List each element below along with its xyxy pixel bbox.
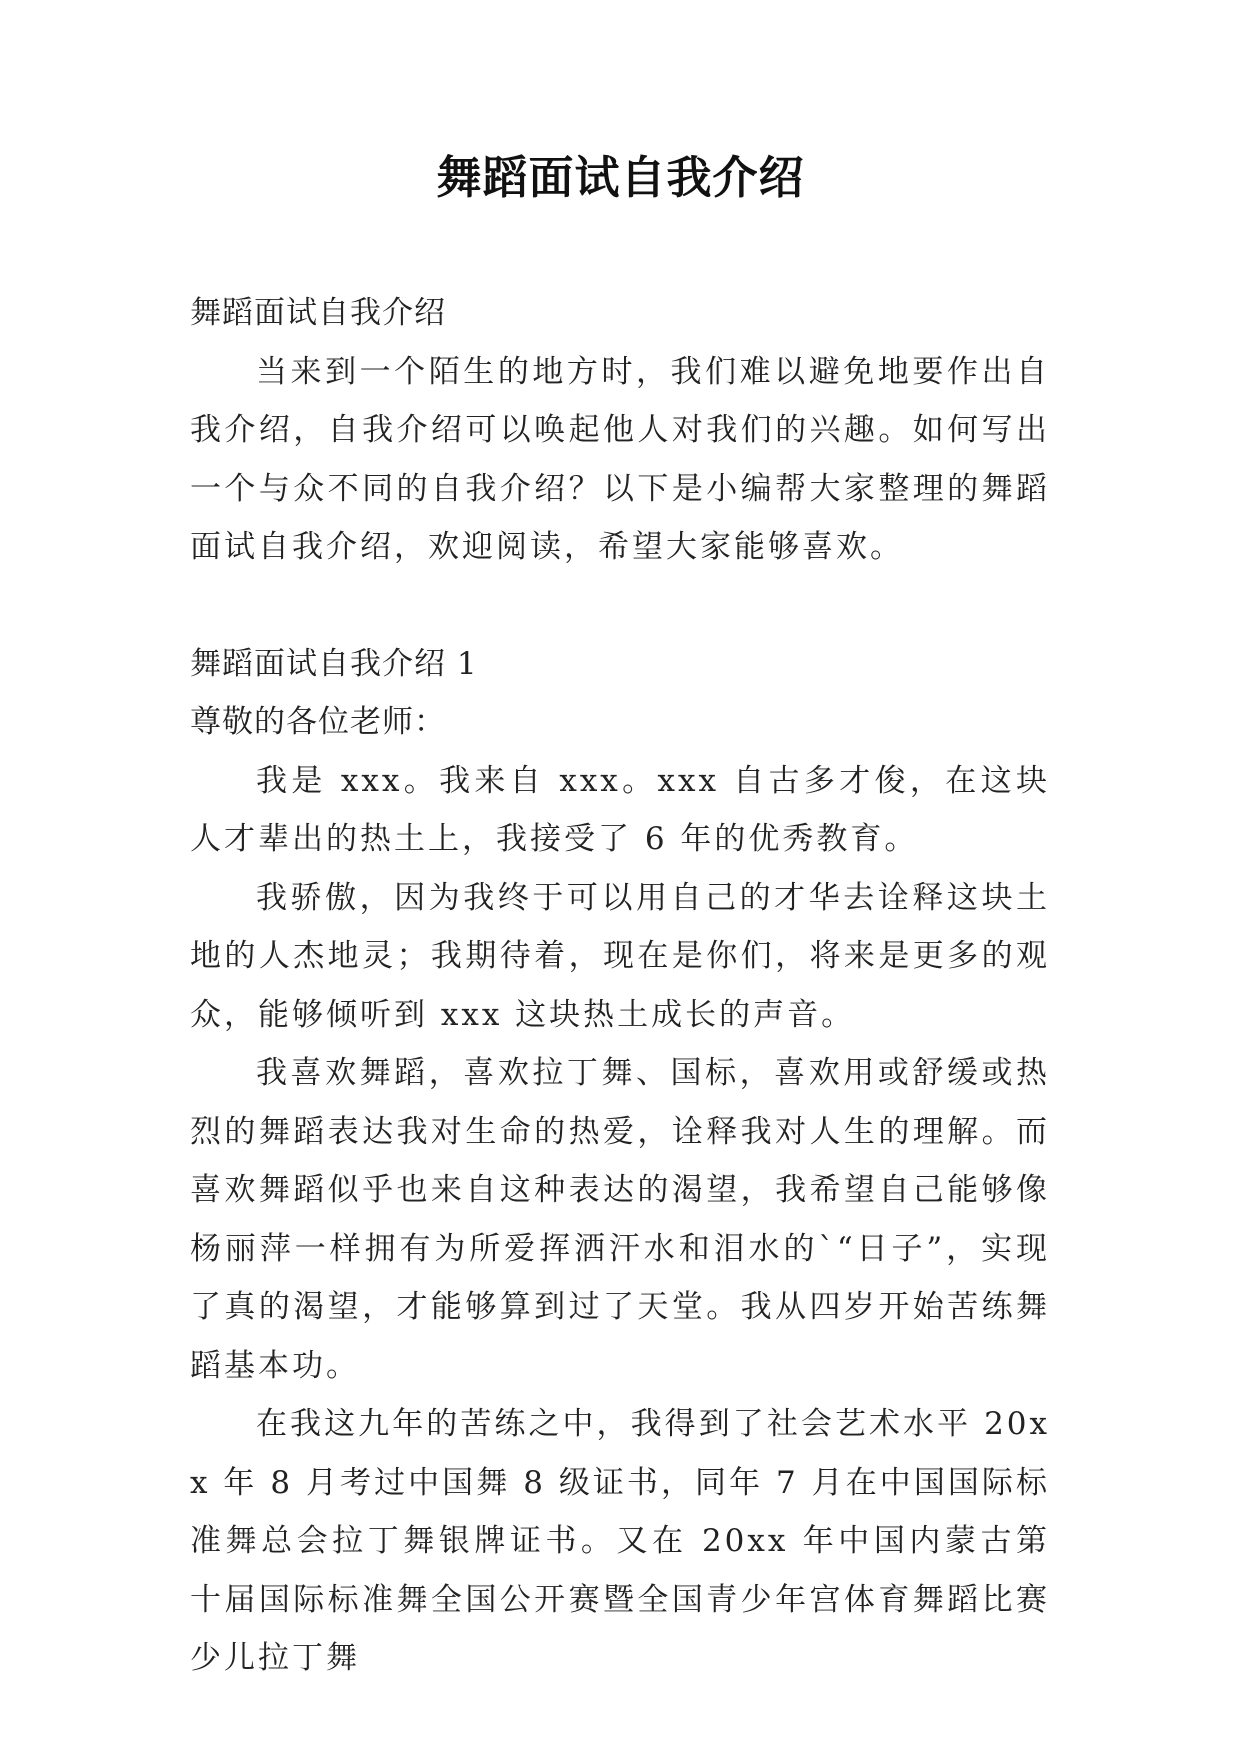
intro-heading: 舞蹈面试自我介绍 xyxy=(190,295,446,331)
salutation: 尊敬的各位老师： xyxy=(190,704,446,740)
document-title: 舞蹈面试自我介绍 xyxy=(436,151,805,204)
document-body xyxy=(190,284,1050,1688)
body-paragraph-3: 我喜欢舞蹈，喜欢拉丁舞、国标，喜欢用或舒缓或热烈的舞蹈表达我对生命的热爱，诠释我对人生的理解。而喜欢舞蹈似乎也来自这种表达的渴望，我希望自己能够像杨丽萍一样拥有为所爱挥洒汗水和泪水的`“日子”，实现了真的渴望，才能够算到过了天堂。我从四岁开始苦练舞蹈基本功。 xyxy=(190,1055,1050,1384)
body-paragraph-1: 我是 xxx。我来自 xxx。xxx 自古多才俊，在这块人才辈出的热土上，我接受了 6 年的优秀教育。 xyxy=(190,762,1050,857)
body-paragraph-4: 在我这九年的苦练之中，我得到了社会艺术水平 20xx 年 8 月考过中国舞 8 级证书，同年 7 月在中国国际标准舞总会拉丁舞银牌证书。又在 20xx 年中国内蒙古第十届国际标准舞全国公开赛暨全国青少年宫体育舞蹈比赛少儿拉丁舞 xyxy=(190,1406,1050,1676)
section-1-heading: 舞蹈面试自我介绍 1 xyxy=(190,645,478,682)
section-spacer xyxy=(190,577,1050,635)
body-paragraph-2: 我骄傲，因为我终于可以用自己的才华去诠释这块土地的人杰地灵；我期待着，现在是你们，将来是更多的观众，能够倾听到 xxx 这块热土成长的声音。 xyxy=(190,879,1050,1033)
intro-paragraph: 当来到一个陌生的地方时，我们难以避免地要作出自我介绍，自我介绍可以唤起他人对我们的兴趣。如何写出一个与众不同的自我介绍？以下是小编帮大家整理的舞蹈面试自我介绍，欢迎阅读，希望大家能够喜欢。 xyxy=(190,353,1050,565)
